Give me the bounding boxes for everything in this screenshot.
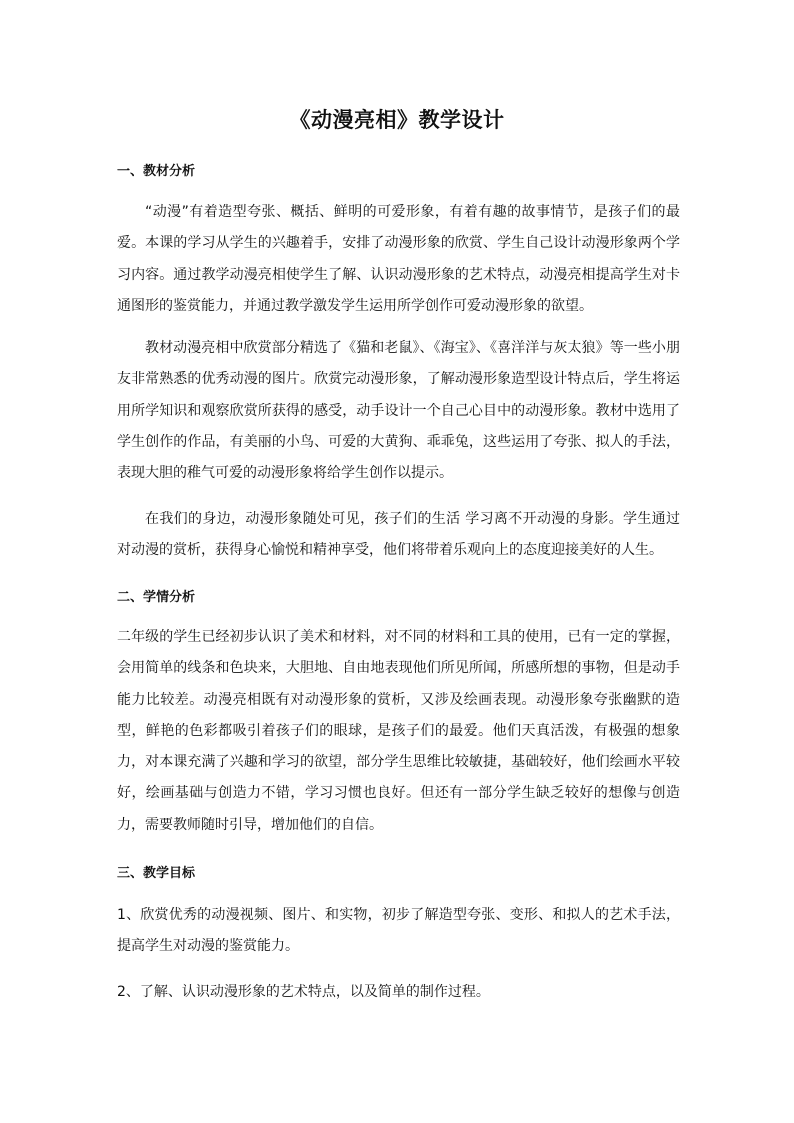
paragraph-student-analysis: 二年级的学生已经初步认识了美术和材料，对不同的材料和工具的使用，已有一定的掌握，会用简单的线条和色块来，大胆地、自由地表现他们所见所闻，所感所想的事物，但是动手能力比较差。动漫亮相既有对动漫形象的赏析，又涉及绘画表现。动漫形象夸张幽默的造型，鲜艳的色彩都吸引着孩子们的眼球，是孩子们的最爱。他们天真活泼，有极强的想象力，对本课充满了兴趣和学习的欲望，部分学生思维比较敏捷，基础较好，他们绘画水平较好，绘画基础与创造力不错，学习习惯也良好。但还有一部分学生缺乏较好的想像与创造力，需要教师随时引导，增加他们的自信。 [117, 629, 680, 833]
section-heading-teaching-goals: 三、教学目标 [117, 866, 196, 881]
section-heading-textbook-analysis: 一、教材分析 [117, 164, 196, 179]
paragraph-textbook-3: 在我们的身边，动漫形象随处可见，孩子们的生活 学习离不开动漫的身影。学生通过对动漫的赏析，获得身心愉悦和精神享受，他们将带着乐观向上的态度迎接美好的人生。 [117, 511, 680, 559]
paragraph-textbook-1: “动漫”有着造型夸张、概括、鲜明的可爱形象，有着有趣的故事情节，是孩子们的最爱。本课的学习从学生的兴趣着手，安排了动漫形象的欣赏、学生自己设计动漫形象两个学习内容。通过教学动漫亮相使学生了解、认识动漫形象的艺术特点，动漫亮相提高学生对卡通图形的鉴赏能力，并通过教学激发学生运用所学创作可爱动漫形象的欲望。 [117, 204, 680, 314]
paragraph-goal-2: 2、了解、认识动漫形象的艺术特点，以及简单的制作过程。 [117, 984, 490, 1000]
section-heading-student-analysis: 二、学情分析 [117, 590, 196, 605]
paragraph-textbook-2: 教材动漫亮相中欣赏部分精选了《猫和老鼠》、《海宝》、《喜洋洋与灰太狼》等一些小朋友非常熟悉的优秀动漫的图片。欣赏完动漫形象，了解动漫形象造型设计特点后，学生将运用所学知识和观察欣赏所获得的感受，动手设计一个自己心目中的动漫形象。教材中选用了学生创作的作品，有美丽的小鸟、可爱的大黄狗、乖乖兔，这些运用了夸张、拟人的手法，表现大胆的稚气可爱的动漫形象将给学生创作以提示。 [117, 340, 680, 482]
paragraph-goal-1: 1、欣赏优秀的动漫视频、图片、和实物，初步了解造型夸张、变形、和拟人的艺术手法，提高学生对动漫的鉴赏能力。 [117, 907, 680, 955]
document-title: 《动漫亮相》教学设计 [289, 108, 505, 132]
